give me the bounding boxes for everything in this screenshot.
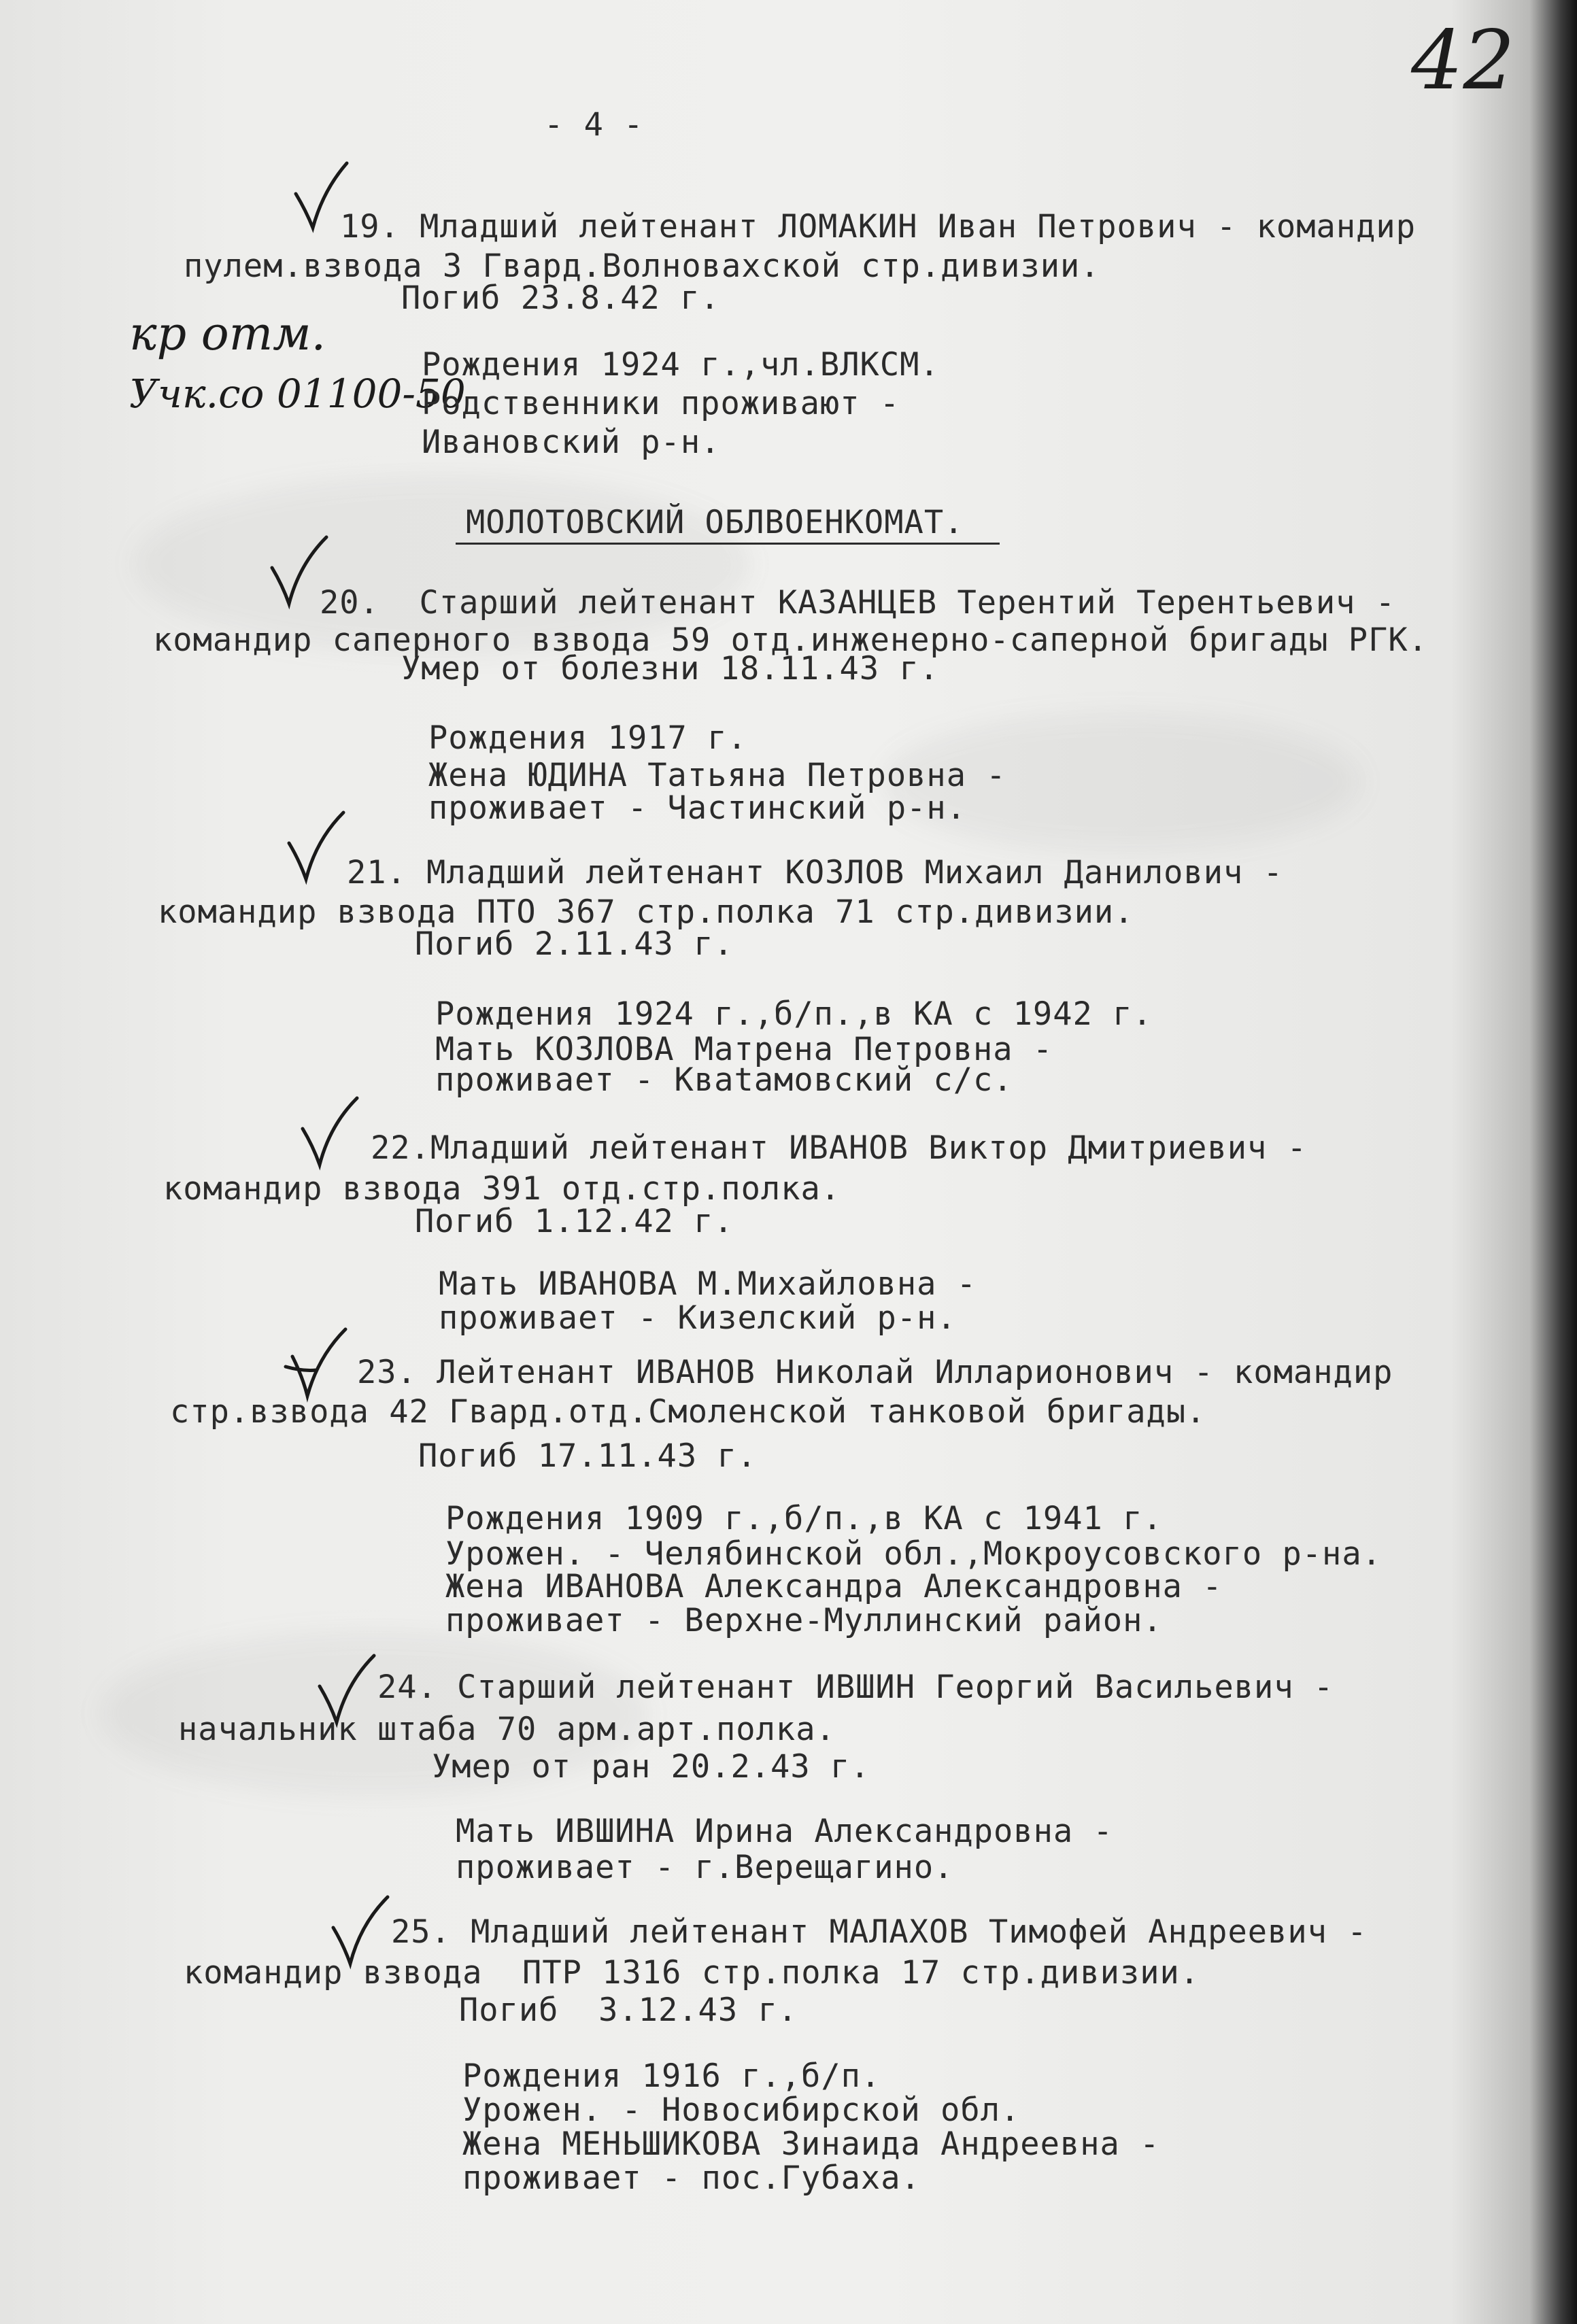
- entry-25-line-7: проживает - пос.Губаха.: [462, 2159, 921, 2197]
- annotation-line-2: Учк.со 01100-50: [129, 371, 466, 417]
- page-number: - 4 -: [544, 106, 644, 143]
- entry-20-line-5: Жена ЮДИНА Татьяна Петровна -: [428, 757, 1006, 794]
- check-icon: [286, 1329, 347, 1397]
- entry-21-line-3: Погиб 2.11.43 г.: [415, 925, 734, 963]
- entry-23-line-3: Погиб 17.11.43 г.: [418, 1437, 758, 1475]
- entry-22-line-5: проживает - Кизелский р-н.: [439, 1299, 957, 1337]
- entry-24-line-2: начальник штаба 70 арм.арт.полка.: [178, 1711, 836, 1748]
- entry-21-line-2: командир взвода ПТО 367 стр.полка 71 стр.дивизии.: [158, 893, 1134, 931]
- entry-25-line-4: Рождения 1916 г.,б/п.: [462, 2057, 881, 2095]
- entry-19-line-2: пулем.взвода 3 Гвард.Волноваxской стр.дивизии.: [184, 247, 1100, 285]
- check-icon: [286, 813, 347, 881]
- entry-25-line-5: Урожен. - Новосибирской обл.: [462, 2091, 1021, 2129]
- entry-20-line-1: 20. Старший лейтенант КАЗАНЦЕВ Терентий Терентьевич -: [320, 584, 1396, 621]
- entry-23-line-7: проживает - Верхне-Муллинский район.: [445, 1602, 1163, 1639]
- entry-24-line-1: 24. Старший лейтенант ИВШИН Георгий Васильевич -: [377, 1669, 1334, 1706]
- entry-24-line-3: Умер от ран 20.2.43 г.: [432, 1748, 870, 1785]
- entry-21-line-5: Мать КОЗЛОВА Матрена Петровна -: [435, 1031, 1053, 1068]
- entry-22-line-3: Погиб 1.12.42 г.: [415, 1203, 734, 1240]
- entry-19-line-5: Родственники проживают -: [422, 385, 900, 422]
- entry-25-line-2: командир взвода ПТР 1316 стр.полка 17 стр.дивизии.: [184, 1954, 1200, 1992]
- entry-21-line-1: 21. Младший лейтенант КОЗЛОВ Михаил Данилович -: [347, 854, 1283, 891]
- entry-23-line-2: стр.взвода 42 Гвард.отд.Смоленской танковой бригады.: [170, 1393, 1206, 1431]
- entry-25-line-1: 25. Младший лейтенант МАЛАХОВ Тимофей Андреевич -: [391, 1913, 1368, 1951]
- entry-25-line-3: Погиб 3.12.43 г.: [459, 1992, 798, 2029]
- entry-21-line-4: Рождения 1924 г.,б/п.,в КА с 1942 г.: [435, 995, 1153, 1033]
- check-icon: [299, 1098, 360, 1166]
- entry-22-line-1: 22.Младший лейтенант ИВАНОВ Виктор Дмитриевич -: [371, 1129, 1307, 1167]
- entry-23-line-6: Жена ИВАНОВА Александра Александровна -: [445, 1568, 1223, 1605]
- entry-23-line-5: Урожен. - Челябинской обл.,Мокроусовского р-на.: [445, 1535, 1382, 1573]
- entry-21-line-6: проживает - Кваtамовский с/с.: [435, 1061, 1013, 1099]
- entry-25-line-6: Жена МЕНЬШИКОВА Зинаида Андреевна -: [462, 2125, 1160, 2163]
- entry-24-line-5: проживает - г.Верещагино.: [456, 1849, 954, 1886]
- annotation-line-1: кр отм.: [129, 307, 326, 361]
- entry-22-line-4: Мать ИВАНОВА М.Михайловна -: [439, 1265, 977, 1303]
- folio-number: 42: [1411, 14, 1515, 108]
- entry-19-line-4: Рождения 1924 г.,чл.ВЛКСМ.: [422, 346, 940, 383]
- entry-19-line-6: Ивановский р-н.: [422, 424, 721, 461]
- entry-23-line-4: Рождения 1909 г.,б/п.,в КА с 1941 г.: [445, 1500, 1163, 1537]
- entry-20-line-2: командир саперного взвода 59 отд.инженерно-саперной бригады РГК.: [153, 621, 1428, 659]
- entry-22-line-2: командир взвода 391 отд.стр.полка.: [163, 1170, 841, 1208]
- entry-19-line-3: Погиб 23.8.42 г.: [401, 279, 720, 317]
- entry-23-line-1: 23. Лейтенант ИВАНОВ Николай Илларионович - командир: [357, 1354, 1393, 1391]
- entry-20-line-6: проживает - Частинский р-н.: [428, 789, 967, 827]
- entry-19-line-1: 19. Младший лейтенант ЛОМАКИН Иван Петрович - командир: [340, 208, 1417, 245]
- entry-24-line-4: Мать ИВШИНА Ирина Александровна -: [456, 1813, 1113, 1850]
- section-title-underline: [456, 543, 1000, 545]
- section-title: МОЛОТОВСКИЙ ОБЛВОЕНКОМАТ.: [466, 504, 964, 541]
- entry-20-line-3: Умер от болезни 18.11.43 г.: [401, 650, 940, 687]
- entry-20-line-4: Рождения 1917 г.: [428, 719, 747, 757]
